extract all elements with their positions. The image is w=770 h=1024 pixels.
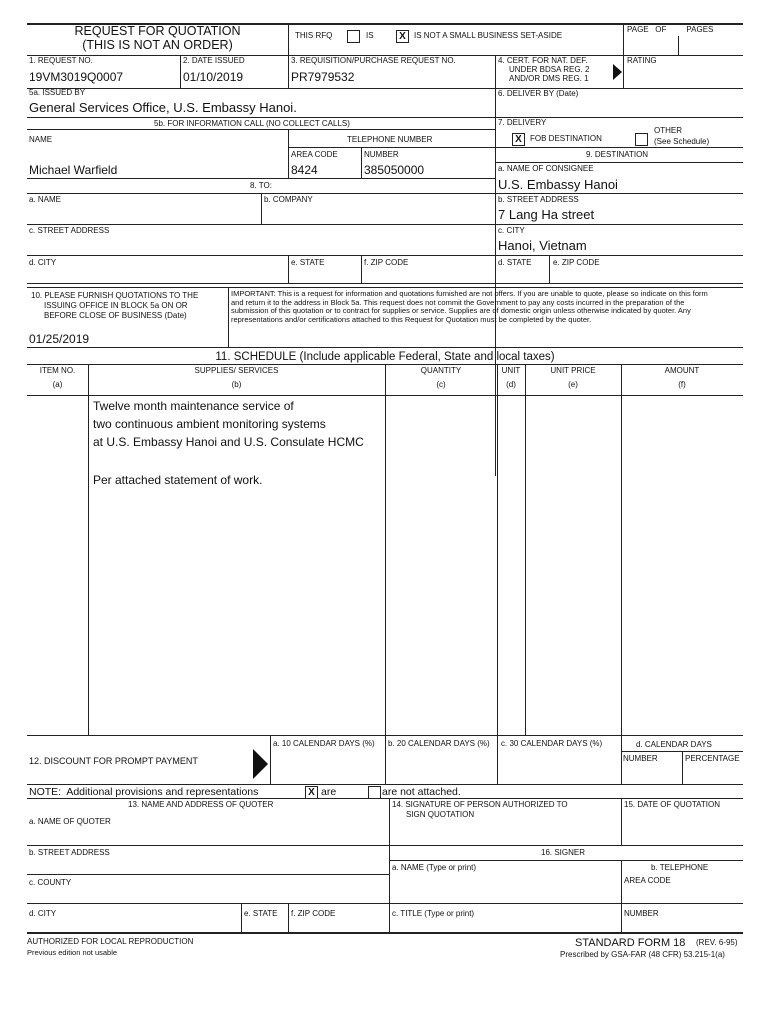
- rule: [495, 162, 743, 163]
- date-issued-value: 01/10/2019: [183, 70, 244, 84]
- date-of-quotation-label: 15. DATE OF QUOTATION: [624, 800, 721, 809]
- are-checkbox[interactable]: X: [305, 786, 318, 799]
- discount-label: 12. DISCOUNT FOR PROMPT PAYMENT: [29, 756, 198, 766]
- dest-street-label: b. STREET ADDRESS: [498, 195, 579, 204]
- delivery-label: 7. DELIVERY: [498, 118, 547, 127]
- rule: [623, 23, 624, 89]
- rule: [495, 147, 743, 148]
- number-label: NUMBER: [364, 150, 399, 159]
- dest-city-label: c. CITY: [498, 226, 525, 235]
- footer-authorized: AUTHORIZED FOR LOCAL REPRODUCTION: [27, 937, 194, 946]
- this-rfq-label: THIS RFQ: [295, 31, 333, 40]
- signature-label-2: SIGN QUOTATION: [406, 810, 475, 819]
- col-unit-price-sub: (e): [568, 380, 578, 389]
- discount-percentage-label: PERCENTAGE: [685, 754, 740, 763]
- requisition-label: 3. REQUISITION/PURCHASE REQUEST NO.: [291, 56, 456, 65]
- rule: [27, 845, 743, 846]
- rule: [27, 224, 743, 225]
- calendar-days-label: d. CALENDAR DAYS: [636, 740, 712, 749]
- form-title: REQUEST FOR QUOTATION: [74, 24, 241, 38]
- schedule-line: Per attached statement of work.: [93, 473, 263, 487]
- request-no-label: 1. REQUEST NO.: [29, 56, 93, 65]
- rule: [27, 784, 743, 785]
- to-label: 8. TO:: [250, 181, 272, 190]
- form-revision: (REV. 6-95): [696, 938, 738, 947]
- issued-by-label: 5a. ISSUED BY: [29, 88, 86, 97]
- rule: [549, 255, 550, 284]
- rule: [288, 903, 289, 933]
- form-number: STANDARD FORM 18: [575, 937, 686, 949]
- rule: [27, 287, 743, 288]
- rule: [241, 903, 242, 933]
- signer-name-label: a. NAME (Type or print): [392, 863, 477, 872]
- issued-by-value: General Services Office, U.S. Embassy Hanoi.: [29, 100, 297, 115]
- are-not-checkbox[interactable]: [368, 786, 381, 799]
- dest-state-label: d. STATE: [498, 258, 532, 267]
- rule: [678, 36, 679, 56]
- col-unit-sub: (d): [506, 380, 516, 389]
- cert-label-2: UNDER BDSA REG. 2: [509, 65, 590, 74]
- dest-city-value: Hanoi, Vietnam: [498, 238, 587, 253]
- to-name-label: a. NAME: [29, 195, 62, 204]
- are-not-label: are not attached.: [382, 786, 461, 798]
- to-street-label: c. STREET ADDRESS: [29, 226, 110, 235]
- footer-previous-edition: Previous edition not usable: [27, 948, 118, 957]
- col-amount-sub: (f): [678, 380, 686, 389]
- signature-label-1: 14. SIGNATURE OF PERSON AUTHORIZED TO: [392, 800, 568, 809]
- col-quantity-sub: (c): [436, 380, 446, 389]
- dest-zip-label: e. ZIP CODE: [553, 258, 600, 267]
- schedule-line: two continuous ambient monitoring systems: [93, 417, 326, 431]
- schedule-line: at U.S. Embassy Hanoi and U.S. Consulate HCMC: [93, 435, 364, 449]
- schedule-title: 11. SCHEDULE (Include applicable Federal, State and local taxes): [215, 351, 555, 363]
- rule: [27, 255, 743, 256]
- rule: [27, 129, 495, 130]
- name-label: NAME: [29, 135, 53, 144]
- destination-label: 9. DESTINATION: [586, 150, 649, 159]
- furnish-label-2: ISSUING OFFICE IN BLOCK 5a ON OR: [44, 301, 188, 310]
- fob-destination-checkbox[interactable]: X: [512, 133, 525, 146]
- see-schedule-label: (See Schedule): [654, 137, 710, 146]
- is-checkbox[interactable]: [347, 30, 360, 43]
- telephone-label: TELEPHONE NUMBER: [347, 135, 433, 144]
- consignee-label: a. NAME OF CONSIGNEE: [498, 164, 594, 173]
- rule: [361, 255, 362, 284]
- rule: [27, 178, 495, 179]
- col-supplies-sub: (b): [231, 380, 242, 389]
- col-supplies: SUPPLIES/ SERVICES: [194, 366, 279, 375]
- rule: [88, 364, 89, 735]
- consignee-value: U.S. Embassy Hanoi: [498, 177, 618, 192]
- phone-number-value: 385050000: [364, 163, 425, 177]
- rule: [27, 88, 495, 89]
- discount-10-label: a. 10 CALENDAR DAYS (%): [273, 739, 375, 748]
- rule: [270, 735, 271, 784]
- quote-due-date: 01/25/2019: [29, 332, 90, 346]
- area-code-label: AREA CODE: [291, 150, 338, 159]
- rule: [385, 364, 386, 784]
- rule: [261, 193, 262, 225]
- rule: [288, 55, 289, 89]
- quoter-state-label: e. STATE: [244, 909, 278, 918]
- deliver-by-label: 6. DELIVER BY (Date): [498, 89, 579, 98]
- col-amount: AMOUNT: [664, 366, 700, 375]
- col-item-no: ITEM NO.: [39, 366, 76, 375]
- rule: [180, 55, 181, 89]
- cert-label-1: 4. CERT. FOR NAT. DEF.: [498, 56, 588, 65]
- rule: [288, 129, 289, 179]
- col-unit: UNIT: [501, 366, 521, 375]
- discount-number-label: NUMBER: [623, 754, 658, 763]
- discount-20-label: b. 20 CALENDAR DAYS (%): [388, 739, 490, 748]
- quoter-section-label: 13. NAME AND ADDRESS OF QUOTER: [128, 800, 274, 809]
- to-city-label: d. CITY: [29, 258, 57, 267]
- note-text: NOTE: Additional provisions and representations: [29, 786, 259, 798]
- fob-destination-label: FOB DESTINATION: [530, 134, 602, 143]
- is-label: IS: [366, 31, 374, 40]
- form-prescribed: Prescribed by GSA-FAR (48 CFR) 53.215-1(a): [560, 950, 725, 959]
- rule: [27, 193, 743, 194]
- request-no-value: 19VM3019Q0007: [29, 70, 124, 84]
- area-code-value: 8424: [291, 163, 318, 177]
- important-notice: IMPORTANT: This is a request for information and quotations furnished are not offers. If you are unable to quote, please so indicate on this form and return it to the address in Block 5a. This request does not commit the Government to pay any costs incurred in the preparation of the submission of this quotation or to contract for supplies or service. Supplies are of domestic origin unless otherwise indicated by quoter. Any representations and/or certifications attached to this Request for Quotation must be completed by the quoter.: [231, 289, 708, 324]
- rule: [27, 117, 743, 118]
- bottom-border: [27, 932, 743, 934]
- rule: [27, 735, 743, 736]
- col-item-no-sub: (a): [52, 380, 63, 389]
- form-subtitle: (THIS IS NOT AN ORDER): [82, 38, 233, 52]
- cert-label-3: AND/OR DMS REG. 1: [509, 74, 589, 83]
- quoter-name-label: a. NAME OF QUOTER: [29, 817, 111, 826]
- rule: [361, 147, 362, 179]
- to-state-label: e. STATE: [291, 258, 325, 267]
- signer-number-label: NUMBER: [624, 909, 659, 918]
- to-zip-label: f. ZIP CODE: [364, 258, 409, 267]
- quoter-county-label: c. COUNTY: [29, 878, 72, 887]
- info-call-label: 5b. FOR INFORMATION CALL (NO COLLECT CALLS): [154, 119, 350, 128]
- dest-street-value: 7 Lang Ha street: [498, 207, 595, 222]
- quoter-city-label: d. CITY: [29, 909, 57, 918]
- rule: [27, 347, 743, 348]
- signer-area-code-label: AREA CODE: [624, 876, 671, 885]
- other-checkbox[interactable]: [635, 133, 648, 146]
- rule: [495, 55, 496, 476]
- signer-label: 16. SIGNER: [541, 848, 586, 857]
- contact-name-value: Michael Warfield: [29, 163, 118, 177]
- rule: [288, 23, 289, 56]
- col-quantity: QUANTITY: [420, 366, 462, 375]
- rule: [288, 255, 289, 284]
- arrow-right-icon: [613, 64, 622, 80]
- discount-30-label: c. 30 CALENDAR DAYS (%): [501, 739, 603, 748]
- rating-label: RATING: [627, 56, 657, 65]
- arrow-right-icon: [253, 749, 268, 779]
- quoter-street-label: b. STREET ADDRESS: [29, 848, 110, 857]
- rule: [389, 860, 743, 861]
- quoter-zip-label: f. ZIP CODE: [291, 909, 336, 918]
- rule: [497, 364, 498, 784]
- small-business-label: IS NOT A SMALL BUSINESS SET-ASIDE: [414, 31, 563, 40]
- requisition-value: PR7979532: [291, 70, 355, 84]
- rule: [621, 364, 622, 784]
- furnish-label-1: 10. PLEASE FURNISH QUOTATIONS TO THE: [31, 291, 199, 300]
- signer-telephone-label: b. TELEPHONE: [651, 863, 709, 872]
- rule: [27, 874, 389, 875]
- date-issued-label: 2. DATE ISSUED: [183, 56, 245, 65]
- schedule-line: Twelve month maintenance service of: [93, 399, 294, 413]
- are-label: are: [321, 786, 337, 798]
- other-label: OTHER: [654, 126, 682, 135]
- furnish-label-3: BEFORE CLOSE OF BUSINESS (Date): [44, 311, 187, 320]
- signer-title-label: c. TITLE (Type or print): [392, 909, 475, 918]
- rule: [27, 903, 743, 904]
- rule: [525, 364, 526, 735]
- rule: [228, 287, 229, 347]
- to-company-label: b. COMPANY: [264, 195, 313, 204]
- is-not-checkbox[interactable]: X: [396, 30, 409, 43]
- rule: [288, 147, 495, 148]
- rule: [682, 751, 683, 784]
- rule: [621, 860, 622, 933]
- rule: [621, 798, 622, 845]
- col-unit-price: UNIT PRICE: [550, 366, 596, 375]
- rule: [27, 283, 743, 284]
- page-of-pages-label: PAGE OF PAGES: [627, 25, 714, 34]
- rule: [389, 798, 390, 933]
